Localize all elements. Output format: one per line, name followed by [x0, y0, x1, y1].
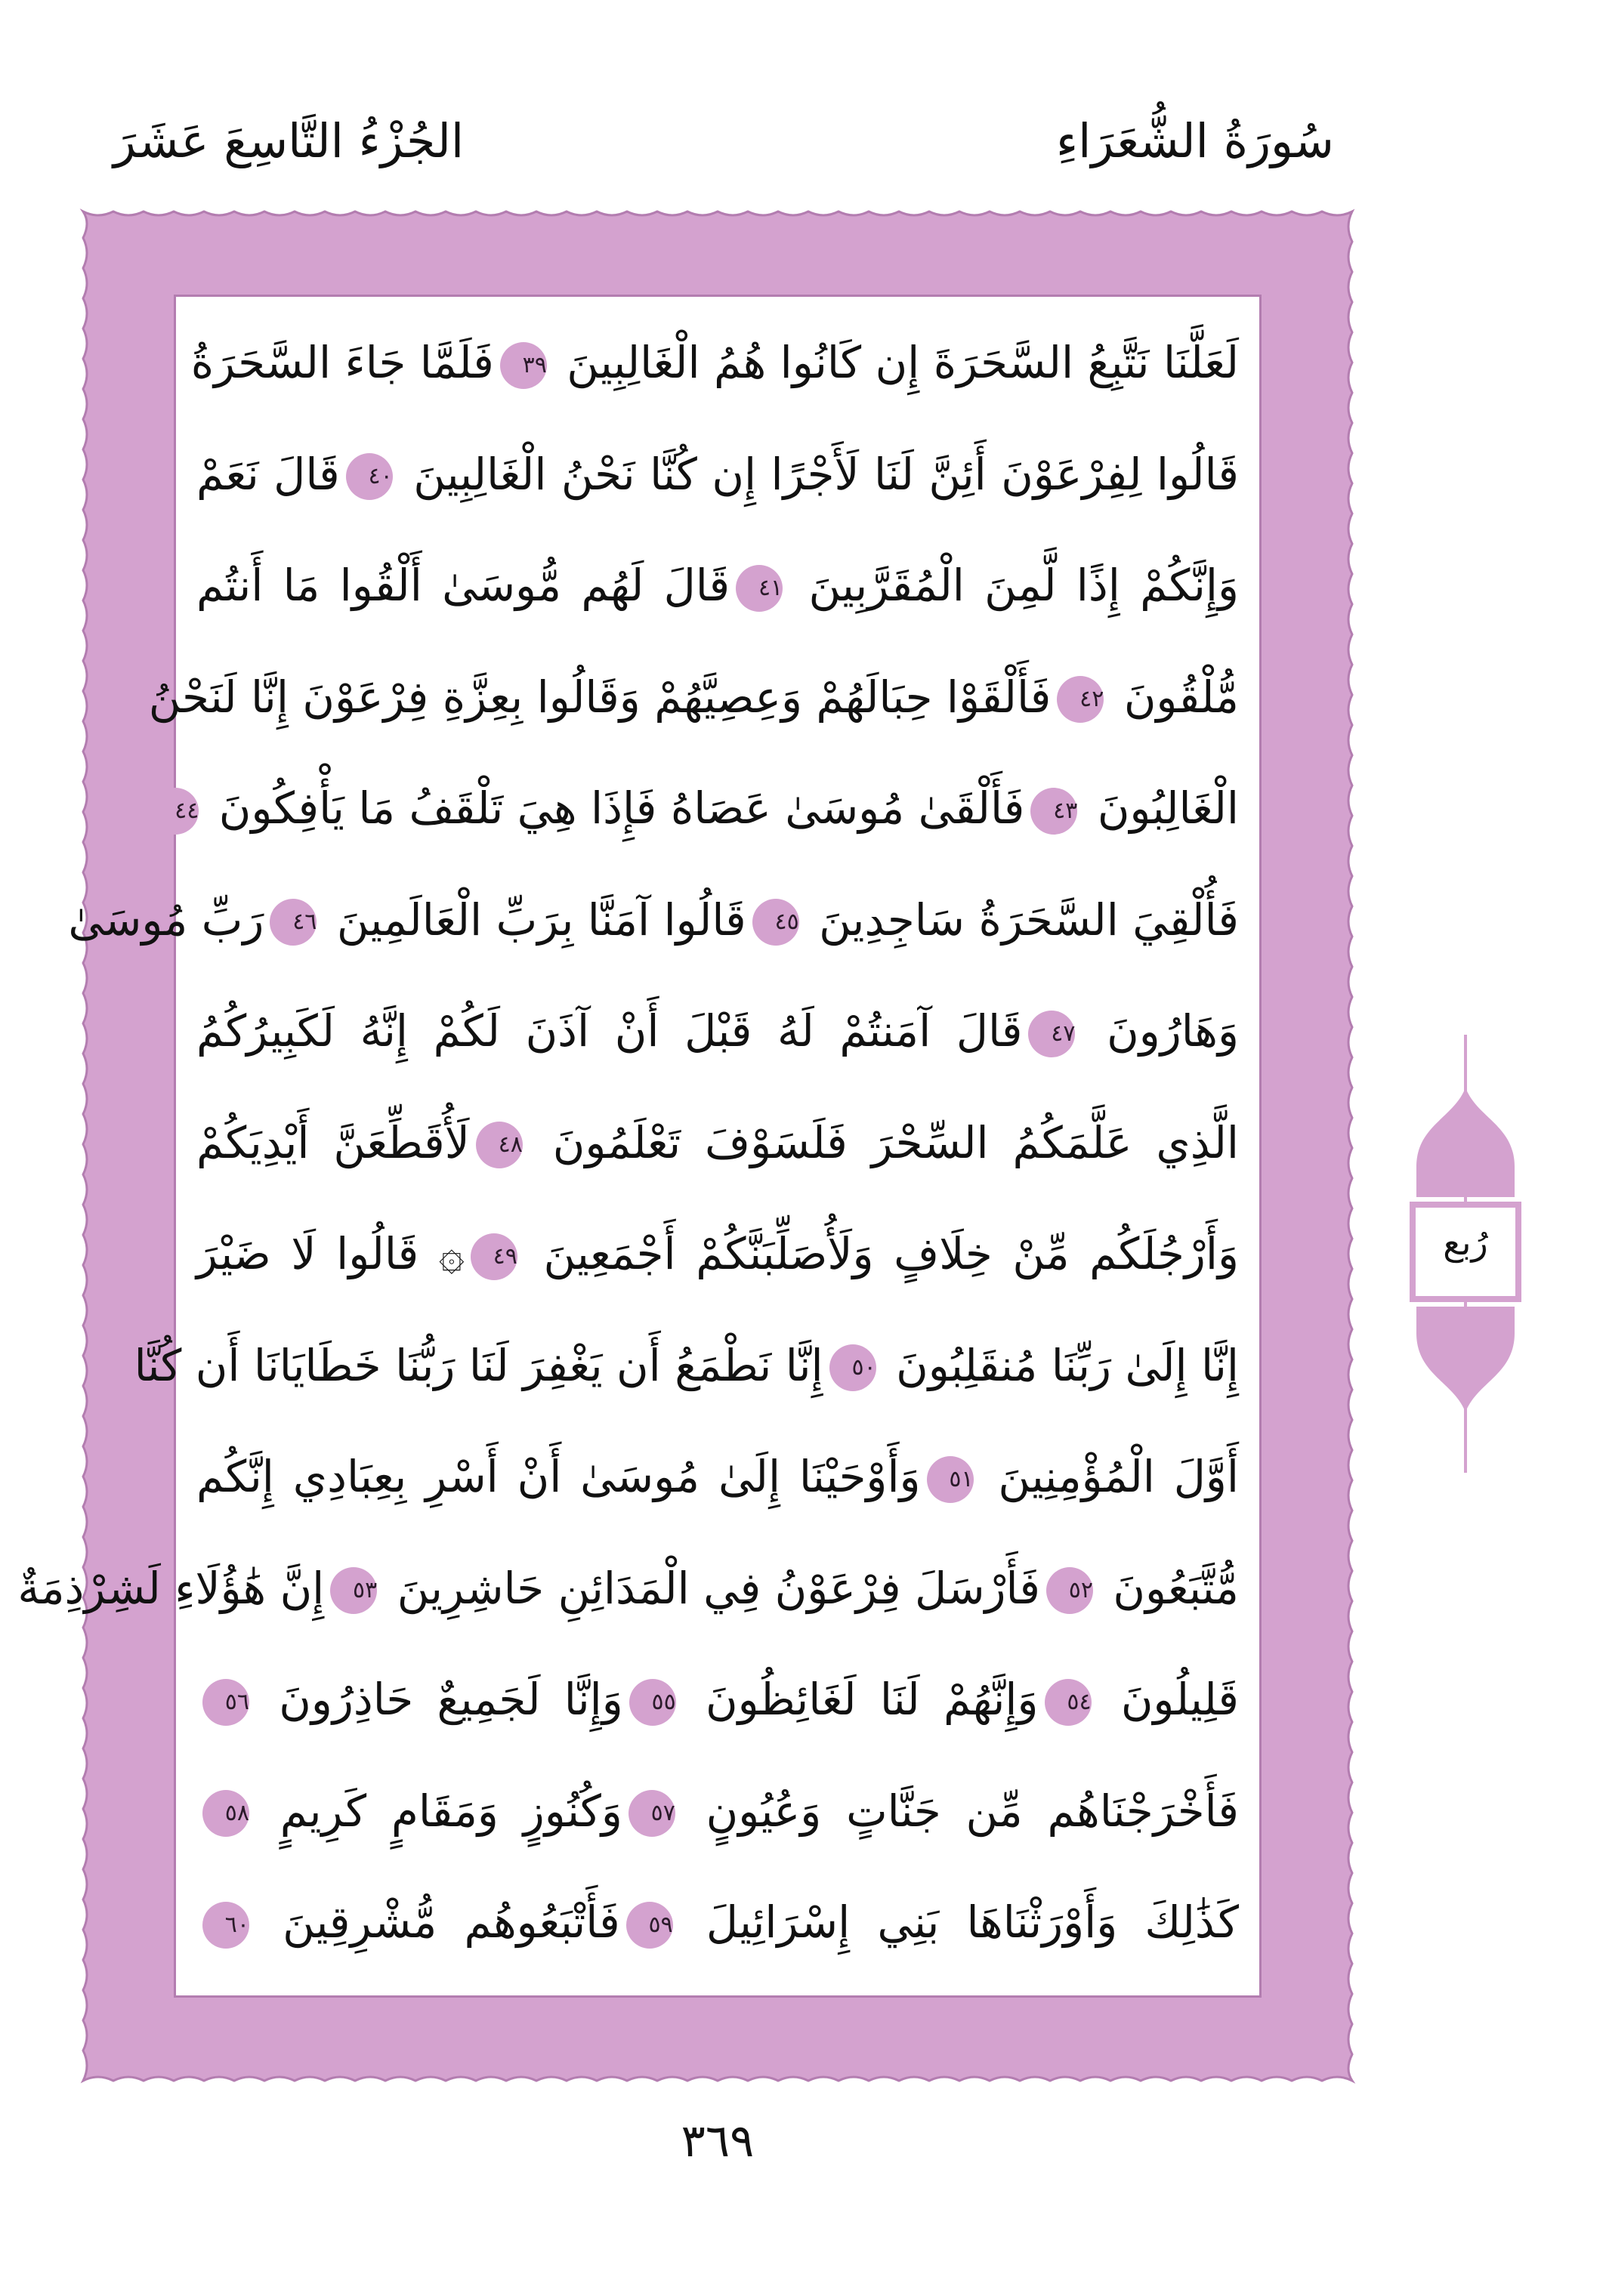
text-line: [196, 986, 1239, 1084]
verse-text: فَأَتْبَعُوهُم مُّشْرِقِينَ: [255, 1896, 620, 1948]
verse-text: إِنَّ هَٰؤُلَاءِ لَشِرْذِمَةٌ: [17, 1562, 325, 1614]
verse-text: قَالَ لَهُم مُّوسَىٰ أَلْقُوا مَا أَنتُم: [196, 560, 730, 611]
ayah-number-marker: ٤٠: [346, 453, 393, 500]
verse-text: مُّلْقُونَ: [1110, 671, 1239, 723]
ayah-number-marker: ٤٦: [270, 899, 317, 946]
text-line: [196, 540, 1239, 638]
surah-name: سُورَةُ الشُّعَرَاءِ: [1055, 113, 1334, 168]
ayah-number-marker: ٤٤: [152, 788, 199, 835]
ayah-number-marker: ٤٨: [476, 1122, 523, 1168]
text-line: [190, 317, 1239, 415]
verse-text: قَالُوا آمَنَّا بِرَبِّ الْعَالَمِينَ: [323, 893, 746, 946]
ayah-number-marker: ٤٢: [1057, 676, 1104, 723]
verse-text: إِنَّا إِلَىٰ رَبِّنَا مُنقَلِبُونَ: [882, 1339, 1239, 1391]
text-line: [196, 1766, 1239, 1864]
ayah-number-marker: ٥٧: [629, 1790, 675, 1837]
text-line: [196, 1097, 1239, 1196]
verse-text: فَأَرْسَلَ فِرْعَوْنُ فِي الْمَدَائِنِ حَاشِرِينَ: [383, 1562, 1040, 1614]
verse-text: وَهَارُونَ: [1081, 1005, 1239, 1057]
text-line: [196, 1208, 1239, 1307]
ayah-number-marker: ٥٥: [629, 1679, 676, 1726]
verse-text: وَأَرْجُلَكُم مِّنْ خِلَافٍ وَلَأُصَلِّبَنَّكُمْ أَجْمَعِينَ: [523, 1228, 1239, 1279]
ayah-number-marker: ٥٩: [626, 1902, 673, 1949]
verse-text: قَالُوا لِفِرْعَوْنَ أَئِنَّ لَنَا لَأَجْرًا إِن كُنَّا نَحْنُ الْغَالِبِينَ: [398, 448, 1239, 500]
verse-text: كَذَٰلِكَ وَأَوْرَثْنَاهَا بَنِي إِسْرَائِيلَ: [678, 1896, 1239, 1948]
text-line: [196, 1431, 1239, 1529]
verse-text: فَأَخْرَجْنَاهُم مِّن جَنَّاتٍ وَعُيُونٍ: [681, 1785, 1239, 1837]
verse-text: لَأُقَطِّعَنَّ أَيْدِيَكُمْ: [196, 1116, 470, 1168]
verse-text: الَّذِي عَلَّمَكُمُ السِّحْرَ فَلَسَوْفَ تَعْلَمُونَ: [528, 1116, 1239, 1168]
page-number: ٣٦٩: [681, 2115, 755, 2168]
verse-text: وَأَوْحَيْنَا إِلَىٰ مُوسَىٰ أَنْ أَسْرِ بِعِبَادِي إِنَّكُم: [196, 1451, 921, 1502]
ayah-number-marker: ٤٩: [471, 1233, 517, 1280]
text-line: [196, 1654, 1239, 1752]
verse-text: فَلَمَّا جَاءَ السَّحَرَةُ: [190, 337, 494, 388]
juz-name: الجُزْءُ التَّاسِعَ عَشَرَ: [113, 113, 465, 168]
text-line: [68, 875, 1239, 973]
rub-marker: [1405, 1035, 1526, 1473]
verse-text: قَالَ نَعَمْ: [196, 448, 340, 500]
text-line: [174, 763, 1239, 861]
text-line: [196, 429, 1239, 527]
verse-text: إِنَّا نَطْمَعُ أَن يَغْفِرَ لَنَا رَبُّنَا خَطَايَانَا أَن كُنَّا: [134, 1339, 823, 1391]
text-area: [17, 295, 1262, 1998]
ayah-number-marker: ٥٣: [330, 1567, 377, 1614]
verse-text: رَبِّ مُوسَىٰ: [68, 893, 264, 946]
ayah-number-marker: ٥٨: [202, 1790, 249, 1837]
text-line: [134, 1320, 1239, 1418]
page-frame: [17, 211, 1352, 2081]
verse-text: قَلِيلُونَ: [1097, 1674, 1240, 1725]
text-line: [17, 1543, 1239, 1641]
ayah-number-marker: ٥٤: [1045, 1679, 1092, 1726]
ayah-number-marker: ٦٠: [202, 1902, 249, 1949]
verse-text: لَعَلَّنَا نَتَّبِعُ السَّحَرَةَ إِن كَانُوا هُمُ الْغَالِبِينَ: [552, 337, 1239, 388]
verse-text: أَوَّلَ الْمُؤْمِنِينَ: [979, 1451, 1240, 1502]
text-line: [148, 652, 1239, 750]
verse-text: وَإِنَّهُمْ لَنَا لَغَائِظُونَ: [681, 1674, 1039, 1725]
verse-text: الْغَالِبُونَ: [1083, 782, 1239, 834]
ayah-number-marker: ٤٥: [752, 899, 799, 946]
verse-text: مُّتَّبَعُونَ: [1098, 1562, 1239, 1614]
text-line: [196, 1877, 1239, 1975]
verse-text: فَأَلْقَوْا حِبَالَهُمْ وَعِصِيَّهُمْ وَقَالُوا بِعِزَّةِ فِرْعَوْنَ إِنَّا لَنَحْنُ: [148, 671, 1052, 723]
verse-text: ۞ قَالُوا لَا ضَيْرَ: [196, 1228, 465, 1279]
ayah-number-marker: ٥٢: [1046, 1567, 1093, 1614]
ayah-number-marker: ٣٩: [500, 342, 547, 389]
verse-text: فَأُلْقِيَ السَّحَرَةُ سَاجِدِينَ: [805, 893, 1239, 946]
verse-text: وَإِنَّا لَجَمِيعٌ حَاذِرُونَ: [255, 1674, 623, 1725]
verse-text: فَأَلْقَىٰ مُوسَىٰ عَصَاهُ فَإِذَا هِيَ تَلْقَفُ مَا يَأْفِكُونَ: [205, 782, 1025, 834]
ayah-number-marker: ٥٦: [202, 1679, 249, 1726]
verse-text: قَالَ آمَنتُمْ لَهُ قَبْلَ أَنْ آذَنَ لَكُمْ إِنَّهُ لَكَبِيرُكُمُ: [196, 1005, 1023, 1057]
ayah-number-marker: ٤٣: [1030, 788, 1077, 835]
ayah-number-marker: ٥٠: [829, 1344, 876, 1391]
ayah-number-marker: ٤٧: [1028, 1011, 1075, 1057]
verse-text: وَإِنَّكُمْ إِذًا لَّمِنَ الْمُقَرَّبِينَ: [789, 560, 1240, 611]
rub-label: رُبع: [1443, 1222, 1488, 1263]
quran-text: [17, 317, 1240, 1975]
verse-text: وَكُنُوزٍ وَمَقَامٍ كَرِيمٍ: [255, 1785, 622, 1837]
ayah-number-marker: ٥١: [927, 1456, 974, 1503]
ayah-number-marker: ٤١: [736, 565, 783, 612]
